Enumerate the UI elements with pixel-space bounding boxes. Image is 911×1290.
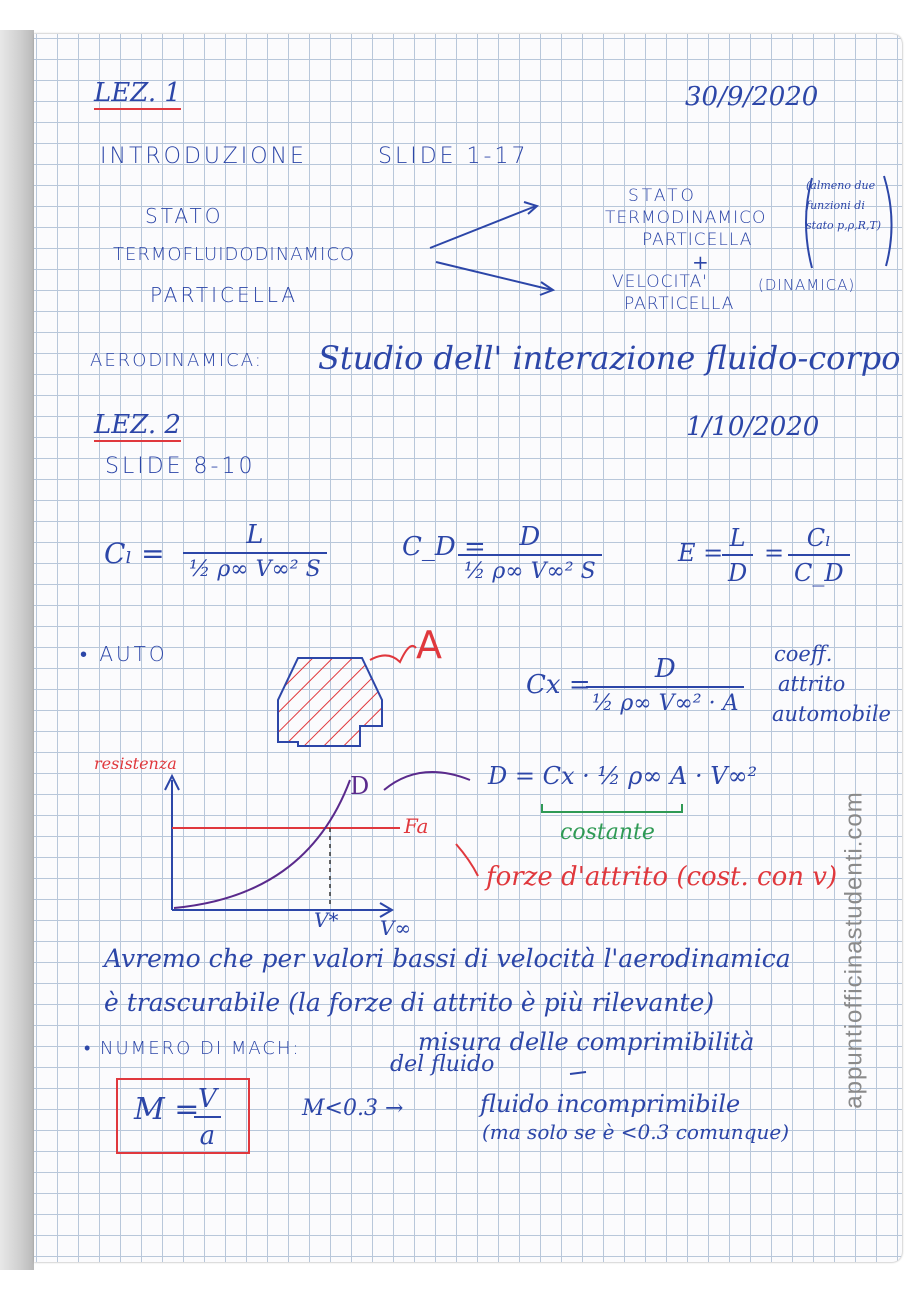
cd-denominator: ½ ρ∞ V∞² S [458,554,602,584]
lez2-slides: SLIDE 8-10 [105,454,256,479]
lez1-slides: SLIDE 1-17 [378,144,529,169]
e-equals: = [764,539,785,567]
right-paren [884,176,892,266]
curve-label: D [350,772,370,800]
car-cross-section [278,646,416,746]
state-left-3: PARTICELLA [150,283,299,307]
cx-denominator: ½ ρ∞ V∞² · A [586,686,744,716]
mach-result-1: fluido incomprimibile [480,1090,741,1118]
mach-def-1: misura delle comprimibilità [418,1028,755,1056]
car-shape [278,658,382,746]
state-right-1: STATO [628,186,697,206]
state-left-1: STATO [145,204,224,228]
cl-numerator: L [246,520,264,550]
mach-def-2: del fluido [390,1052,495,1077]
lez2-title: LEZ. 2 [94,410,181,440]
lez1-title: LEZ. 1 [94,78,181,108]
friction-note: forze d'attrito (cost. con v) [486,862,838,892]
friction-label: Fa [404,814,429,838]
lez1-topic: INTRODUZIONE [100,144,307,169]
area-label: A [416,623,442,667]
state-left-2: TERMOFLUIDODINAMICO [113,244,356,265]
cx-note-2: attrito [778,672,846,696]
aero-definition: Studio dell' interazione fluido-corpo [318,339,901,377]
state-arrows [430,176,892,295]
resistance-curve [174,780,350,908]
state-right-3: PARTICELLA [642,230,753,250]
mach-def-underline [570,1072,586,1074]
cd-numerator: D [519,522,541,552]
state-dynamic: (DINAMICA) [758,276,856,294]
d-formula: D = Cx · ½ ρ∞ A · V∞² [488,762,758,790]
lez2-date: 1/10/2020 [686,412,820,442]
e-denominator-1: D [722,554,753,587]
mach-bullet: • NUMERO DI MACH: [84,1038,301,1059]
watermark: appuntiofficinastudenti.com [841,791,869,1109]
auto-bullet: • AUTO [80,642,168,666]
e-denominator-2: C_D [788,554,850,587]
cl-denominator: ½ ρ∞ V∞² S [183,552,327,582]
graph-xlabel: V∞ [380,916,412,940]
mach-denominator: a [194,1116,222,1151]
cx-lhs: Cx = [526,670,591,700]
state-right-note: (almeno due funzioni di stato p,ρ,R,T) [806,179,882,232]
e-numerator-2: Cₗ [806,524,831,552]
note-line-2: è trascurabile (la forze di attrito è più rilevante) [104,988,715,1017]
area-pointer [370,646,416,662]
cx-note-1: coeff. [774,642,833,666]
lez1-date: 30/9/2020 [685,82,819,112]
d-pointer [384,772,470,790]
constant-label: costante [560,820,655,845]
arrow-up [430,206,536,248]
cx-note-3: automobile [772,702,891,726]
state-right-2: TERMODINAMICO [605,208,767,228]
note-line-1: Avremo che per valori bassi di velocità l'aerodinamica [104,944,791,973]
arrow-down [436,262,552,290]
aero-term: AERODINAMICA: [90,350,263,371]
mach-lhs: M = [134,1092,200,1127]
mach-numerator: V [198,1084,217,1114]
state-right-5: PARTICELLA [624,294,735,314]
friction-pointer [456,844,478,876]
mach-condition: M<0.3 → [302,1096,404,1121]
cx-numerator: D [654,654,676,684]
constant-brace [542,804,682,812]
e-lhs: E = [678,539,724,567]
x-mark: V* [314,908,339,932]
cl-lhs: Cₗ = [104,537,165,570]
e-numerator-1: L [729,524,746,552]
left-paren [806,178,812,268]
state-plus: + [692,250,709,274]
graph-ylabel: resistenza [94,754,177,773]
graph-axes [165,772,392,917]
state-right-4: VELOCITA' [612,272,708,292]
mach-result-2: (ma solo se è <0.3 comunque) [482,1120,790,1144]
cd-lhs: C_D = [402,532,486,562]
